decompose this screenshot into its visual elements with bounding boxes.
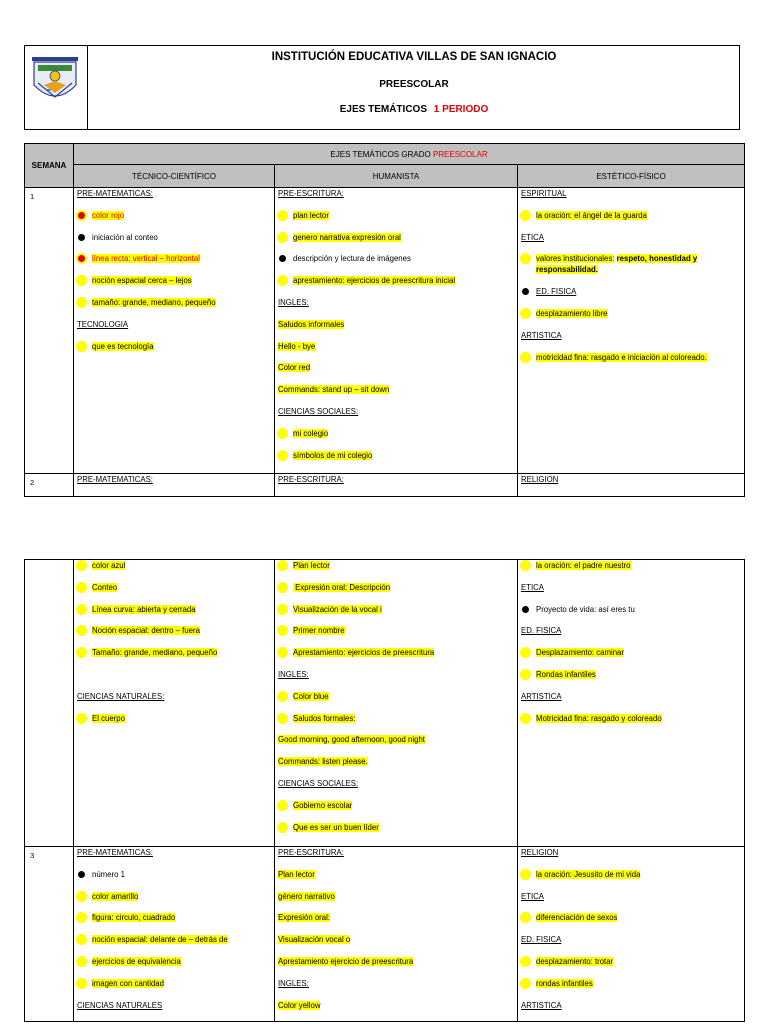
bullet-icon bbox=[279, 212, 286, 219]
bullet-icon bbox=[279, 277, 286, 284]
bullet-icon bbox=[522, 649, 529, 656]
week-number: 3 bbox=[25, 847, 74, 1022]
bullet-icon bbox=[279, 430, 286, 437]
list-item bbox=[521, 956, 744, 978]
item-text: Color yellow bbox=[278, 1000, 321, 1010]
item-text: valores institucionales: bbox=[536, 254, 615, 264]
bullet-icon bbox=[78, 212, 85, 219]
item-text-wrap bbox=[536, 253, 736, 275]
list-item bbox=[278, 625, 517, 647]
list-item bbox=[278, 362, 517, 384]
item-text: Hello - bye bbox=[278, 341, 316, 351]
list-item bbox=[77, 604, 274, 626]
item-text: diferenciación de sexos bbox=[536, 913, 618, 923]
blank-line bbox=[77, 669, 274, 691]
item-text: ejercicios de equivalencia bbox=[92, 956, 181, 966]
bullet-icon bbox=[522, 310, 529, 317]
list-item bbox=[278, 800, 517, 822]
bullet-icon bbox=[78, 234, 85, 241]
item-text: ARTISTICA bbox=[521, 691, 562, 701]
list-item bbox=[77, 275, 274, 297]
col-header-estetico: ESTÉTICO-FÍSICO bbox=[518, 165, 745, 188]
list-item bbox=[77, 912, 274, 934]
item-text: ETICA bbox=[521, 232, 544, 242]
bullet-icon bbox=[78, 980, 85, 987]
list-item bbox=[77, 978, 274, 1000]
bullet-icon bbox=[78, 958, 85, 965]
list-item bbox=[77, 582, 274, 604]
list-item bbox=[77, 934, 274, 956]
item-text: Motricidad fina: rasgado y coloreado bbox=[536, 713, 662, 723]
list-item bbox=[77, 891, 274, 913]
item-text: noción espacial: delante de – detrás de bbox=[92, 935, 228, 945]
list-item bbox=[278, 891, 517, 913]
bullet-icon bbox=[279, 824, 286, 831]
bullet-icon bbox=[522, 914, 529, 921]
list-item bbox=[77, 210, 274, 232]
item-text: CIENCIAS NATURALES bbox=[77, 1000, 163, 1010]
list-item bbox=[278, 604, 517, 626]
list-item bbox=[521, 253, 744, 286]
item-text: Primer nombre bbox=[293, 626, 345, 636]
bullet-icon bbox=[78, 277, 85, 284]
item-text: RELIGION bbox=[521, 848, 559, 857]
week1-col1 bbox=[74, 188, 275, 474]
item-text: Plan lector bbox=[293, 561, 330, 570]
item-text: Rondas infantiles bbox=[536, 669, 596, 679]
bullet-icon bbox=[78, 299, 85, 306]
item-text: ED. FISICA bbox=[521, 626, 562, 636]
bullet-icon bbox=[78, 627, 85, 634]
item-text: Commands: listen please. bbox=[278, 757, 368, 767]
item-text: Aprestamiento ejercicio de preescritura bbox=[278, 956, 414, 966]
bullet-icon bbox=[78, 914, 85, 921]
bullet-icon bbox=[78, 606, 85, 613]
section-heading bbox=[521, 286, 744, 308]
bullet-icon bbox=[279, 562, 286, 569]
bullet-icon bbox=[78, 255, 85, 262]
semana-header: SEMANA bbox=[25, 144, 74, 188]
item-text: ED. FISICA bbox=[521, 935, 562, 945]
list-item bbox=[278, 956, 517, 978]
item-text: PRE-ESCRITURA: bbox=[278, 189, 344, 198]
item-text: PRE-ESCRITURA: bbox=[278, 848, 344, 857]
item-text: CIENCIAS NATURALES: bbox=[77, 691, 165, 701]
item-text: TECNOLOGIA bbox=[77, 319, 129, 329]
bullet-icon bbox=[279, 452, 286, 459]
item-text: Expresión oral: bbox=[278, 913, 331, 923]
level-title: PREESCOLAR bbox=[379, 79, 449, 90]
section-heading bbox=[521, 891, 744, 913]
item-text: género narrativo bbox=[278, 891, 335, 901]
bullet-icon bbox=[522, 671, 529, 678]
item-text: la oración: Jesusito de mi vida bbox=[536, 869, 641, 879]
item-text: CIENCIAS SOCIALES: bbox=[278, 778, 359, 788]
section-heading bbox=[278, 188, 517, 210]
section-heading bbox=[521, 625, 744, 647]
section-heading bbox=[278, 978, 517, 1000]
item-text: iniciación al conteo bbox=[92, 232, 158, 242]
item-text: Gobierno escolar bbox=[293, 800, 353, 810]
bullet-icon bbox=[522, 871, 529, 878]
item-text: aprestamiento: ejercicios de preescritura inicial bbox=[293, 276, 456, 286]
item-text: CIENCIAS SOCIALES: bbox=[278, 406, 359, 416]
item-text: Proyecto de vida: así eres tu bbox=[536, 604, 635, 614]
bullet-icon bbox=[522, 288, 529, 295]
institution-title: INSTITUCIÓN EDUCATIVA VILLAS DE SAN IGNACIO bbox=[271, 51, 557, 63]
week1-col2 bbox=[275, 188, 518, 474]
week2-col1 bbox=[74, 560, 275, 847]
list-item bbox=[521, 308, 744, 330]
list-item bbox=[521, 912, 744, 934]
list-item bbox=[278, 691, 517, 713]
week1-col3 bbox=[518, 188, 745, 474]
list-item bbox=[77, 341, 274, 363]
week-number-empty bbox=[25, 560, 74, 847]
list-item bbox=[278, 756, 517, 778]
item-text: símbolos de mi colegio bbox=[293, 450, 373, 460]
item-text: Expresión oral: Descripción bbox=[293, 582, 391, 592]
item-text: Que es ser un buen líder bbox=[293, 822, 379, 832]
bullet-icon bbox=[522, 958, 529, 965]
item-text: Conteo bbox=[92, 582, 118, 592]
section-heading bbox=[521, 934, 744, 956]
item-text: PRE-MATEMATICAS: bbox=[77, 189, 153, 198]
list-item bbox=[521, 713, 744, 735]
item-text: figura: circulo, cuadrado bbox=[92, 913, 176, 923]
bullet-icon bbox=[78, 715, 85, 722]
item-text: rondas infantiles bbox=[536, 978, 593, 988]
bullet-icon bbox=[279, 693, 286, 700]
item-text: Saludos formales: bbox=[293, 713, 356, 723]
bullet-icon bbox=[279, 234, 286, 241]
item-text: respeto, honestidad y responsabilidad. bbox=[536, 254, 698, 275]
bullet-icon bbox=[78, 936, 85, 943]
item-text: Aprestamiento: ejercicios de preescritura bbox=[293, 648, 435, 658]
bullet-icon bbox=[78, 562, 85, 569]
list-item bbox=[278, 341, 517, 363]
ejes-prefix: EJES TEMÁTICOS GRADO bbox=[330, 149, 431, 159]
col-header-humanista: HUMANISTA bbox=[275, 165, 518, 188]
item-text: genero narrativa expresión oral bbox=[293, 232, 401, 242]
list-item bbox=[278, 210, 517, 232]
item-text: ETICA bbox=[521, 582, 544, 592]
item-text: número 1 bbox=[92, 869, 125, 879]
item-text: INGLES: bbox=[278, 978, 309, 988]
bullet-icon bbox=[78, 649, 85, 656]
bullet-icon bbox=[522, 212, 529, 219]
bullet-icon bbox=[78, 343, 85, 350]
list-item bbox=[278, 560, 517, 582]
item-text: Plan lector bbox=[278, 869, 315, 879]
week2-col2 bbox=[275, 560, 518, 847]
section-heading bbox=[278, 847, 517, 869]
bullet-icon bbox=[279, 606, 286, 613]
bullet-icon bbox=[522, 562, 529, 569]
week3-col3 bbox=[518, 847, 745, 1022]
section-heading bbox=[521, 691, 744, 713]
item-text: motricidad fina: rasgado e iniciación al coloreado. bbox=[536, 352, 707, 362]
item-text: Commands: stand up – sit down bbox=[278, 385, 390, 395]
bullet-icon bbox=[279, 584, 286, 591]
list-item bbox=[278, 822, 517, 844]
section-heading: RELIGION bbox=[521, 475, 559, 484]
list-item bbox=[278, 912, 517, 934]
bullet-icon bbox=[78, 893, 85, 900]
list-item bbox=[278, 428, 517, 450]
week3-col1 bbox=[74, 847, 275, 1022]
list-item bbox=[521, 869, 744, 891]
list-item bbox=[521, 669, 744, 691]
list-item bbox=[521, 647, 744, 669]
list-item bbox=[77, 232, 274, 254]
item-text: Saludos informales bbox=[278, 319, 345, 329]
item-text: la oración: el ángel de la guarda bbox=[536, 210, 647, 220]
item-text: desplazamiento: trotar bbox=[536, 956, 614, 966]
section-heading bbox=[521, 188, 744, 210]
list-item bbox=[278, 869, 517, 891]
week-number: 2 bbox=[25, 474, 74, 497]
item-text: línea recta: vertical – horizontal bbox=[92, 254, 200, 264]
bullet-icon bbox=[522, 255, 529, 262]
bullet-icon bbox=[279, 649, 286, 656]
section-heading bbox=[521, 1000, 744, 1022]
item-text: desplazamiento libre bbox=[536, 309, 608, 319]
bullet-icon bbox=[522, 606, 529, 613]
list-item bbox=[77, 253, 274, 275]
item-text: Visualización vocal o bbox=[278, 935, 351, 945]
logo-cell bbox=[24, 45, 88, 130]
section-heading bbox=[521, 232, 744, 254]
week2-col3-heading bbox=[518, 474, 745, 497]
item-text: El cuerpo bbox=[92, 713, 125, 723]
list-item bbox=[77, 956, 274, 978]
list-item bbox=[278, 734, 517, 756]
section-heading bbox=[521, 330, 744, 352]
bullet-icon bbox=[78, 584, 85, 591]
list-item bbox=[77, 297, 274, 319]
item-text: color rojo bbox=[92, 210, 125, 220]
item-text: Color blue bbox=[293, 691, 329, 701]
item-text: Noción espacial: dentro – fuera bbox=[92, 626, 200, 636]
plan-table-2 bbox=[24, 559, 745, 1022]
list-item bbox=[278, 319, 517, 341]
list-item bbox=[278, 713, 517, 735]
bullet-icon bbox=[279, 715, 286, 722]
item-text: ESPIRITUAL bbox=[521, 189, 567, 198]
list-item bbox=[521, 978, 744, 1000]
list-item bbox=[278, 275, 517, 297]
period-title bbox=[88, 104, 740, 115]
bullet-icon bbox=[522, 980, 529, 987]
list-item bbox=[278, 384, 517, 406]
school-crest-logo bbox=[24, 45, 86, 129]
item-text: tamaño: grande, mediano, pequeño bbox=[92, 297, 216, 307]
section-heading bbox=[521, 847, 744, 869]
list-item bbox=[278, 232, 517, 254]
item-text: Good morning, good afternoon, good night bbox=[278, 735, 425, 745]
period-label: 1 PERIODO bbox=[433, 104, 489, 115]
col-header-tecnico: TÉCNICO-CIENTÍFICO bbox=[74, 165, 275, 188]
section-heading bbox=[521, 582, 744, 604]
list-item bbox=[278, 647, 517, 669]
item-text: Desplazamiento: caminar bbox=[536, 648, 624, 658]
item-text: Visualización de la vocal i bbox=[293, 604, 382, 614]
list-item bbox=[521, 210, 744, 232]
section-heading bbox=[278, 297, 517, 319]
item-text: mi colegio bbox=[293, 428, 329, 438]
item-text: ETICA bbox=[521, 891, 544, 901]
grado-value: PREESCOLAR bbox=[432, 149, 488, 159]
list-item bbox=[77, 625, 274, 647]
item-text: ED. FISICA bbox=[536, 287, 577, 297]
ejes-header bbox=[74, 144, 745, 165]
section-heading bbox=[278, 669, 517, 691]
section-heading bbox=[278, 406, 517, 428]
item-text: color azul bbox=[92, 561, 126, 570]
item-text: imagen con cantidad bbox=[92, 978, 164, 988]
bullet-icon bbox=[78, 871, 85, 878]
bullet-icon bbox=[522, 354, 529, 361]
week-number: 1 bbox=[25, 188, 74, 474]
item-text: color amarillo bbox=[92, 891, 139, 901]
list-item bbox=[521, 604, 744, 626]
week2-col3 bbox=[518, 560, 745, 847]
item-text: que es tecnología bbox=[92, 341, 154, 351]
section-heading bbox=[77, 847, 274, 869]
item-text: descripción y lectura de imágenes bbox=[293, 254, 411, 264]
item-text: Tamaño: grande, mediano, pequeño bbox=[92, 648, 218, 658]
item-text: INGLES: bbox=[278, 297, 309, 307]
list-item bbox=[278, 1000, 517, 1022]
week2-col2-heading bbox=[275, 474, 518, 497]
item-text: INGLES: bbox=[278, 669, 309, 679]
item-text: noción espacial cerca – lejos bbox=[92, 276, 192, 286]
bullet-icon bbox=[522, 715, 529, 722]
section-heading bbox=[77, 188, 274, 210]
bullet-icon bbox=[279, 627, 286, 634]
section-heading bbox=[77, 691, 274, 713]
list-item bbox=[521, 352, 744, 374]
section-heading bbox=[77, 319, 274, 341]
week3-col2 bbox=[275, 847, 518, 1022]
item-text: ARTISTICA bbox=[521, 330, 562, 340]
list-item bbox=[278, 253, 517, 275]
item-text: ARTISTICA bbox=[521, 1000, 562, 1010]
item-text: Color red bbox=[278, 363, 311, 373]
week2-col1-heading bbox=[74, 474, 275, 497]
plan-table-1 bbox=[24, 143, 745, 497]
item-text: Línea curva: abierta y cerrada bbox=[92, 604, 196, 614]
item-text: la oración: el padre nuestro bbox=[536, 561, 631, 570]
bullet-icon bbox=[279, 255, 286, 262]
section-heading bbox=[77, 1000, 274, 1022]
list-item bbox=[278, 450, 517, 472]
list-item bbox=[278, 582, 517, 604]
item-text: PRE-MATEMATICAS: bbox=[77, 848, 153, 857]
period-prefix: EJES TEMÁTICOS bbox=[339, 104, 427, 115]
list-item bbox=[77, 560, 274, 582]
section-heading bbox=[278, 778, 517, 800]
section-heading: PRE-MATEMATICAS: bbox=[77, 475, 153, 484]
list-item bbox=[278, 934, 517, 956]
section-heading: PRE-ESCRITURA: bbox=[278, 475, 344, 484]
list-item bbox=[77, 713, 274, 735]
item-text: plan lector bbox=[293, 210, 329, 220]
list-item bbox=[521, 560, 744, 582]
list-item bbox=[77, 869, 274, 891]
list-item bbox=[77, 647, 274, 669]
bullet-icon bbox=[279, 802, 286, 809]
